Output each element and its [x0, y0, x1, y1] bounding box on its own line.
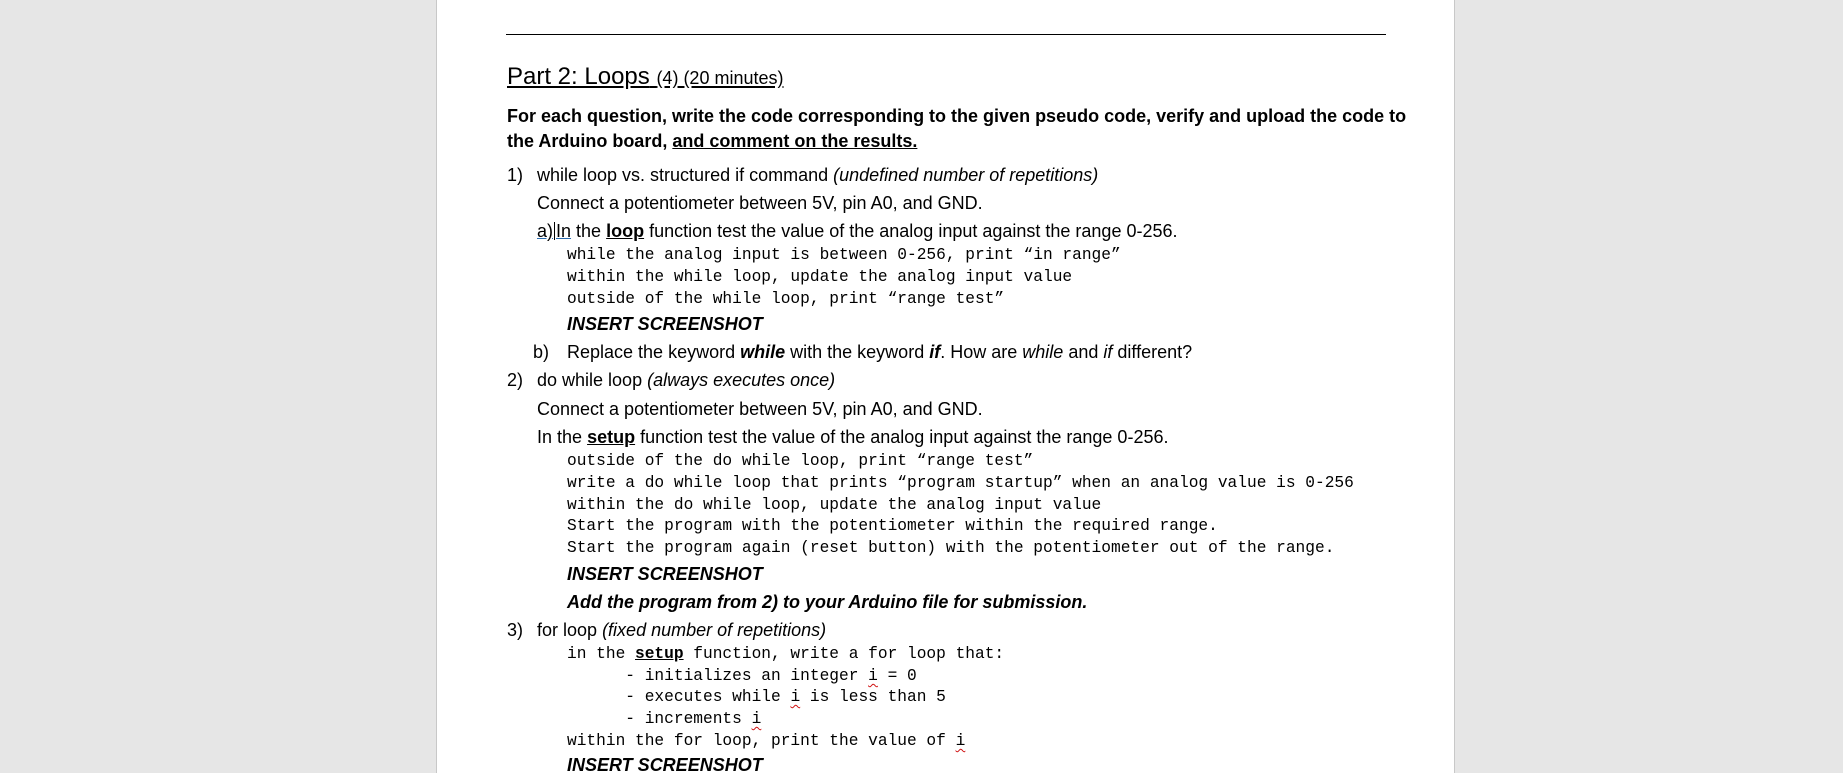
- q3-c5-text: within the for loop, print the value of: [567, 732, 956, 750]
- q2-add-program-note: Add the program from 2) to your Arduino file for submission.: [567, 592, 1088, 612]
- q1a-loop-keyword: loop: [606, 221, 645, 241]
- q2-code-line-5: Start the program again (reset button) with the potentiometer out of the range.: [567, 539, 1335, 557]
- q3-c3-var: i: [790, 688, 801, 706]
- q2-code-line-1: outside of the do while loop, print “range test”: [567, 452, 1034, 470]
- q1b-text-5: different?: [1117, 342, 1193, 362]
- q2-connect: Connect a potentiometer between 5V, pin A0, and GND.: [537, 399, 983, 419]
- q1a-label: a): [537, 221, 554, 241]
- instructions-line-1: For each question, write the code corresponding to the given pseudo code, verify and upload the code to: [507, 106, 1407, 126]
- q3-code-line-1: [567, 644, 1004, 664]
- q1-title: [537, 164, 1098, 186]
- text-cursor: [554, 222, 555, 240]
- q1b-while-italic: while: [1022, 342, 1064, 362]
- instr-underlined: and comment on the results.: [672, 131, 918, 151]
- q1b-if: if: [929, 342, 941, 362]
- q2-rest: function test the value of the analog input against the range 0-256.: [640, 427, 1169, 447]
- q3-c2-var: i: [868, 667, 878, 685]
- q1b-line: [567, 341, 1192, 363]
- q2-setup-line: [537, 426, 1168, 448]
- q1-title-text: while loop vs. structured if command: [537, 165, 829, 185]
- q2-code-line-3: within the do while loop, update the analog input value: [567, 496, 1102, 514]
- q1a-in: In: [556, 221, 572, 241]
- q2-in-the: In the: [537, 427, 583, 447]
- title-text: Part 2: Loops: [507, 63, 650, 90]
- q1b-text-1: Replace the keyword: [567, 342, 736, 362]
- q1b-if-italic: if: [1103, 342, 1113, 362]
- q3-code-line-5: [567, 731, 965, 751]
- q3-code-line-3: [567, 687, 946, 707]
- q2-title-text: do while loop: [537, 370, 643, 390]
- q3-c4-text: - increments: [567, 710, 752, 728]
- q1-title-italic: (undefined number of repetitions): [833, 165, 1099, 185]
- q1-insert-screenshot: INSERT SCREENSHOT: [567, 314, 763, 334]
- q2-number: 2): [507, 370, 524, 390]
- q3-code-line-4: [567, 709, 761, 729]
- q3-title: [537, 619, 826, 641]
- q3-c3-rest: is less than 5: [800, 688, 946, 706]
- q3-title-text: for loop: [537, 620, 598, 640]
- q3-insert-screenshot: INSERT SCREENSHOT: [567, 755, 763, 773]
- q1a-the: the: [576, 221, 602, 241]
- q3-number: 3): [507, 620, 524, 640]
- q1-code-line-2: within the while loop, update the analog input value: [567, 268, 1073, 286]
- section-title: [507, 63, 783, 92]
- q3-c4-var: i: [751, 710, 762, 728]
- q2-title: [537, 369, 835, 391]
- q3-setup-keyword: setup: [635, 645, 684, 663]
- q3-c3-text: - executes while: [567, 688, 791, 706]
- q3-c2-text: - initializes an integer: [567, 667, 869, 685]
- q3-c1-rest: function, write a for loop that:: [683, 645, 1005, 663]
- horizontal-rule: [506, 34, 1386, 35]
- q3-title-italic: (fixed number of repetitions): [602, 620, 827, 640]
- title-sub: (4) (20 minutes): [656, 68, 784, 88]
- q2-code-line-4: Start the program with the potentiometer within the required range.: [567, 517, 1218, 535]
- q2-setup-keyword: setup: [587, 427, 636, 447]
- q1b-text-2: with the keyword: [790, 342, 925, 362]
- q1-number: 1): [507, 165, 524, 185]
- q3-c1-text: in the: [567, 645, 635, 663]
- q3-code-line-2: [567, 666, 917, 686]
- q1b-text-4: and: [1068, 342, 1099, 362]
- q2-code-line-2: write a do while loop that prints “program startup” when an analog value is 0-256: [567, 474, 1354, 492]
- instructions-line-2: [507, 130, 917, 152]
- q1-code-line-3: outside of the while loop, print “range test”: [567, 290, 1005, 308]
- q1b-label: b): [533, 342, 550, 362]
- q3-c5-var: i: [955, 732, 966, 750]
- q1b-text-3: . How are: [940, 342, 1018, 362]
- q2-title-italic: (always executes once): [647, 370, 836, 390]
- q2-insert-screenshot: INSERT SCREENSHOT: [567, 564, 763, 584]
- q1a-rest: function test the value of the analog input against the range 0-256.: [649, 221, 1178, 241]
- q1a-line: [537, 220, 1178, 242]
- q1-connect: Connect a potentiometer between 5V, pin A0, and GND.: [537, 193, 983, 213]
- q1-code-line-1: while the analog input is between 0-256, print “in range”: [567, 246, 1121, 264]
- q1b-while: while: [740, 342, 786, 362]
- q3-c2-rest: = 0: [877, 667, 917, 685]
- instr-text: the Arduino board,: [507, 131, 668, 151]
- document-page[interactable]: [436, 0, 1455, 773]
